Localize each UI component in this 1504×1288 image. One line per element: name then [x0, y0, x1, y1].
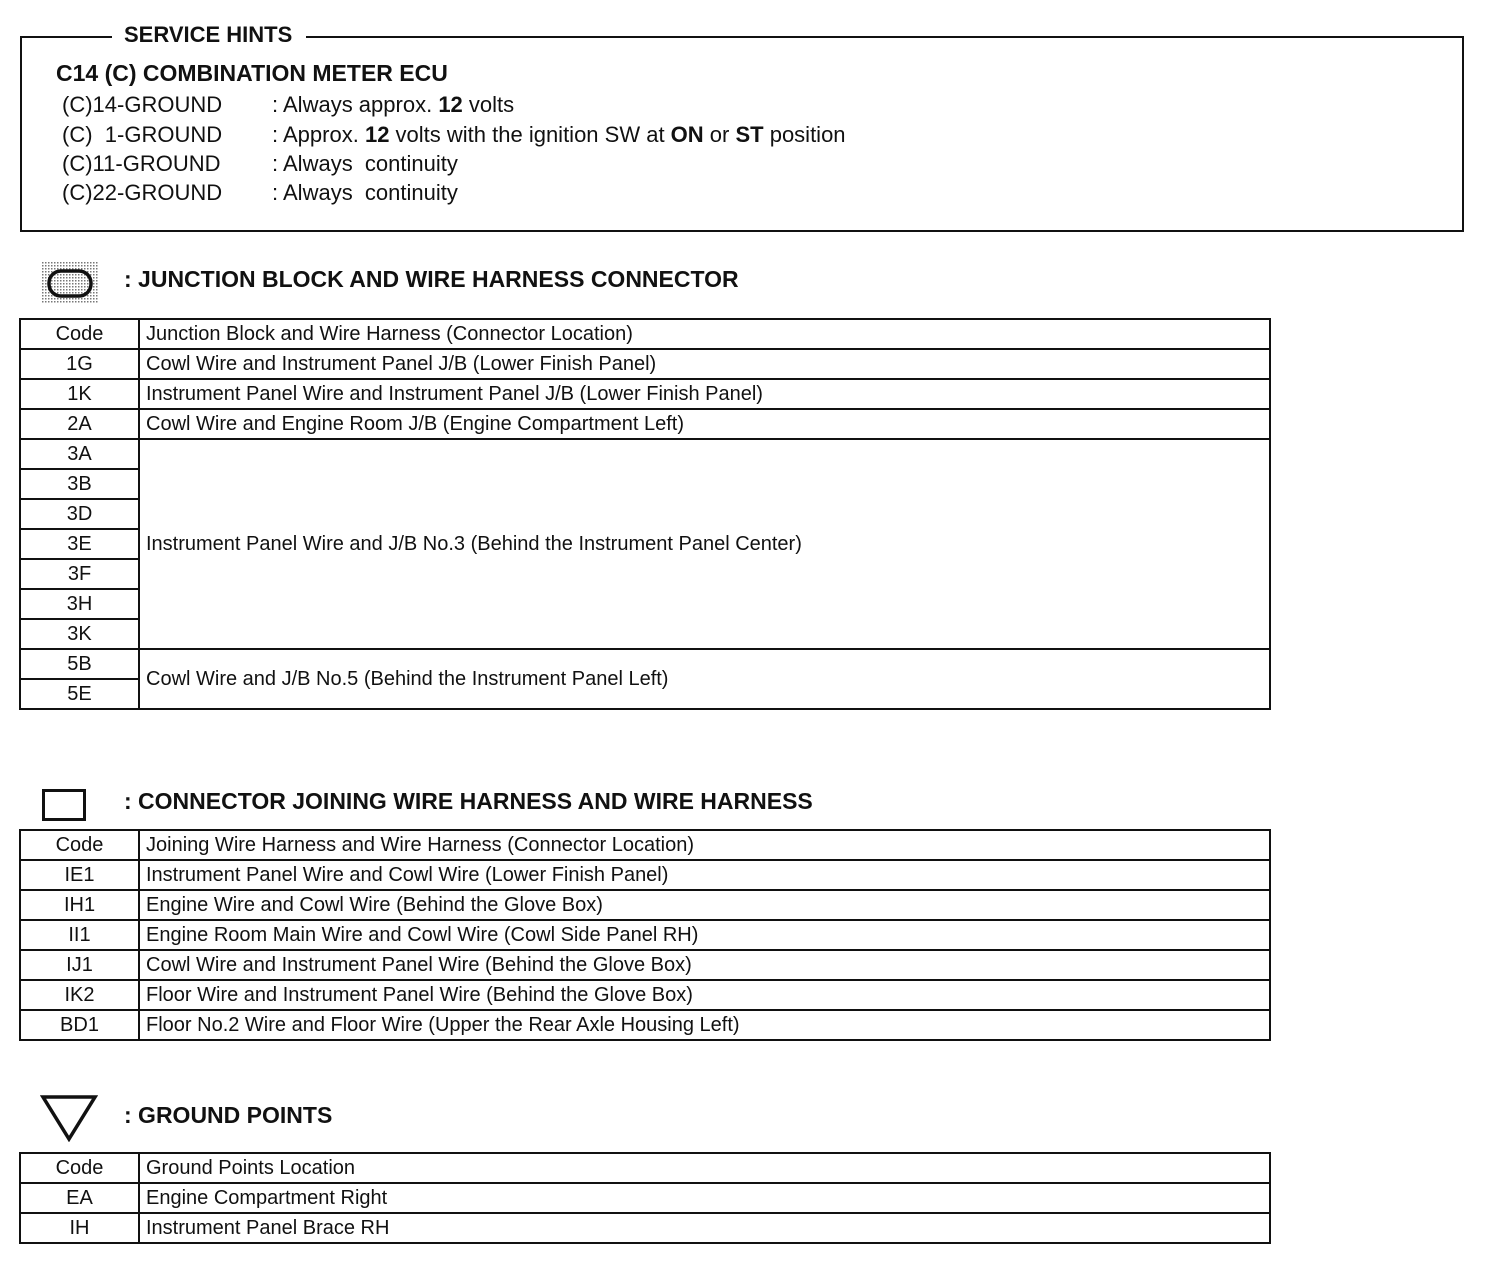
- hint-desc: : Always continuity: [272, 180, 458, 205]
- hint-line: (C) 1-GROUND : Approx. 12 volts with the ignition SW at ON or ST position: [62, 122, 846, 147]
- table-row: IH Instrument Panel Brace RH: [20, 1213, 1270, 1243]
- table-row: 5E: [20, 679, 1270, 709]
- hint-line: (C)14-GROUND : Always approx. 12 volts: [62, 92, 515, 117]
- table-row: 3B: [20, 469, 1270, 499]
- table-row: II1 Engine Room Main Wire and Cowl Wire (Cowl Side Panel RH): [20, 920, 1270, 950]
- table-header-row: Code Junction Block and Wire Harness (Connector Location): [20, 319, 1270, 349]
- ground-table: [19, 1152, 1271, 1244]
- table-row: 2A Cowl Wire and Engine Room J/B (Engine Compartment Left): [20, 409, 1270, 439]
- table-header-row: Code Joining Wire Harness and Wire Harness (Connector Location): [20, 830, 1270, 860]
- table-row: IJ1 Cowl Wire and Instrument Panel Wire (Behind the Glove Box): [20, 950, 1270, 980]
- table-row: 3F: [20, 559, 1270, 589]
- hint-pin: (C) 1-GROUND: [62, 122, 223, 147]
- table-row: 3D: [20, 499, 1270, 529]
- triangle-down-icon: [40, 1094, 98, 1142]
- joining-heading: : CONNECTOR JOINING WIRE HARNESS AND WIRE HARNESS: [124, 788, 813, 814]
- hint-desc: : Always continuity: [272, 151, 458, 176]
- table-row: 3K: [20, 619, 1270, 649]
- rectangle-icon: [42, 789, 86, 821]
- service-hints-title: SERVICE HINTS: [112, 20, 306, 50]
- table-row: 1K Instrument Panel Wire and Instrument Panel J/B (Lower Finish Panel): [20, 379, 1270, 409]
- hint-pin: (C)14-GROUND: [62, 92, 223, 117]
- table-row: 3H: [20, 589, 1270, 619]
- junction-table: [19, 318, 1271, 710]
- group3-desc: Instrument Panel Wire and J/B No.3 (Behind the Instrument Panel Center): [139, 439, 1270, 649]
- hint-pin: (C)11-GROUND: [62, 151, 221, 176]
- table-row: EA Engine Compartment Right: [20, 1183, 1270, 1213]
- hint-line: [62, 180, 458, 206]
- table-row: 3E: [20, 529, 1270, 559]
- service-hints-box: [20, 22, 1464, 232]
- table-row: 5B Cowl Wire and J/B No.5 (Behind the Instrument Panel Left): [20, 649, 1270, 679]
- group5-desc: Cowl Wire and J/B No.5 (Behind the Instrument Panel Left): [139, 649, 1270, 709]
- table-header-row: Code Ground Points Location: [20, 1153, 1270, 1183]
- table-row: 1G Cowl Wire and Instrument Panel J/B (Lower Finish Panel): [20, 349, 1270, 379]
- component-title: C14 (C) COMBINATION METER ECU: [56, 60, 448, 86]
- hint-pin: (C)22-GROUND: [62, 180, 223, 205]
- junction-heading: : JUNCTION BLOCK AND WIRE HARNESS CONNECTOR: [124, 266, 739, 292]
- hint-line: [62, 151, 458, 177]
- rounded-rect-shaded-icon: [42, 262, 98, 304]
- ground-heading: : GROUND POINTS: [124, 1102, 333, 1128]
- table-row: 3A Instrument Panel Wire and J/B No.3 (Behind the Instrument Panel Center): [20, 439, 1270, 469]
- table-row: IE1 Instrument Panel Wire and Cowl Wire (Lower Finish Panel): [20, 860, 1270, 890]
- joining-table: [19, 829, 1271, 1041]
- table-row: IH1 Engine Wire and Cowl Wire (Behind the Glove Box): [20, 890, 1270, 920]
- table-row: IK2 Floor Wire and Instrument Panel Wire (Behind the Glove Box): [20, 980, 1270, 1010]
- table-row: BD1 Floor No.2 Wire and Floor Wire (Upper the Rear Axle Housing Left): [20, 1010, 1270, 1040]
